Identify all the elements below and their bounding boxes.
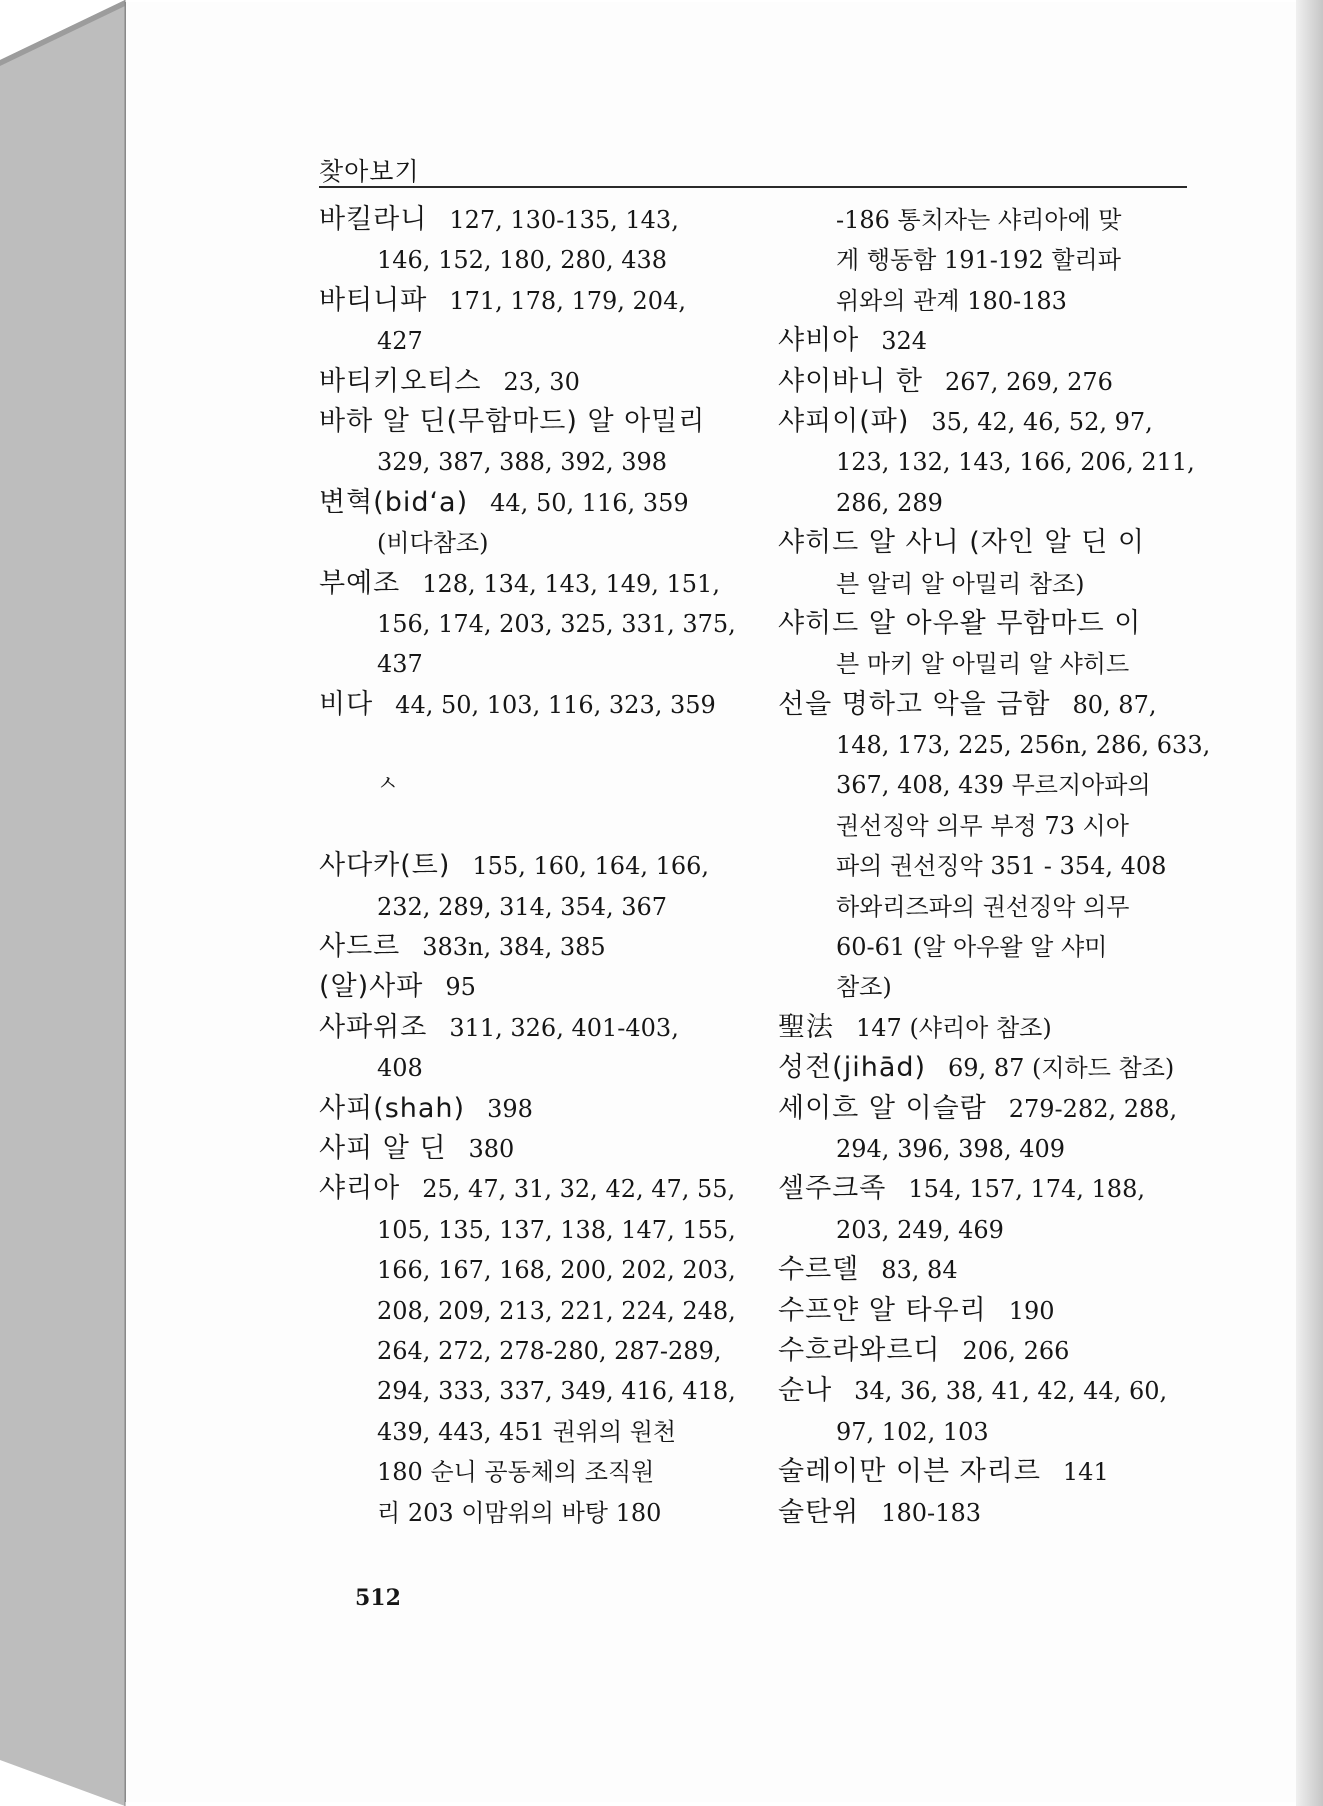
index-page-refs: 206, 266 bbox=[962, 1336, 1070, 1365]
index-column-right bbox=[778, 200, 1211, 1533]
index-continuation: 203, 249, 469 bbox=[836, 1215, 1004, 1244]
index-continuation: 참조) bbox=[836, 973, 892, 1002]
index-page-refs: 279-282, 288, bbox=[1008, 1094, 1178, 1123]
index-term: 부예조 bbox=[319, 567, 401, 599]
index-entry bbox=[778, 321, 1188, 361]
index-entry bbox=[778, 1291, 1188, 1331]
index-continuation: 븐 마키 알 아밀리 알 샤히드 bbox=[836, 650, 1130, 679]
index-continuation: 294, 333, 337, 349, 416, 418, bbox=[377, 1377, 736, 1406]
index-page-refs: 267, 269, 276 bbox=[945, 367, 1113, 396]
index-continuation: 파의 권선징악 351 - 354, 408 bbox=[836, 852, 1167, 881]
index-term: 수프얀 알 타우리 bbox=[778, 1294, 987, 1326]
index-term: 성전(jihād) bbox=[778, 1052, 927, 1084]
index-entry bbox=[778, 1250, 1188, 1290]
index-page-refs: 35, 42, 46, 52, 97, bbox=[931, 407, 1153, 436]
page-shadow bbox=[1296, 0, 1323, 1806]
index-entry bbox=[319, 1129, 729, 1169]
blank-line bbox=[319, 806, 729, 846]
index-term: 셀주크족 bbox=[778, 1173, 887, 1205]
index-column-left bbox=[319, 200, 736, 1533]
index-continuation: 180 순니 공동체의 조직원 bbox=[377, 1458, 655, 1487]
index-continuation: 위와의 관계 180-183 bbox=[836, 286, 1067, 315]
index-entry bbox=[778, 1169, 1188, 1209]
index-continuation: 437 bbox=[377, 650, 423, 679]
index-page-refs: 311, 326, 401-403, bbox=[449, 1013, 679, 1042]
index-entry bbox=[778, 1493, 1188, 1533]
index-term: 바킬라니 bbox=[319, 204, 428, 235]
index-entry bbox=[319, 685, 729, 725]
index-entry bbox=[319, 281, 729, 321]
index-term: 사드르 bbox=[319, 931, 401, 963]
index-page-refs: 398 bbox=[487, 1094, 533, 1123]
index-continuation: (비다참조) bbox=[377, 529, 489, 558]
index-entry bbox=[778, 1331, 1188, 1371]
index-term: 순나 bbox=[778, 1375, 833, 1407]
index-entry bbox=[319, 846, 729, 886]
index-page-refs: 154, 157, 174, 188, bbox=[908, 1175, 1145, 1204]
index-entry bbox=[778, 402, 1188, 442]
index-page-refs: 383n, 384, 385 bbox=[422, 933, 606, 962]
index-term: 샤히드 알 사니 (자인 알 딘 이 bbox=[778, 527, 1145, 559]
index-continuation: 하와리즈파의 권선징악 의무 bbox=[836, 892, 1130, 921]
section-letter: ㅅ bbox=[377, 772, 399, 798]
header-title: 찾아보기 bbox=[319, 157, 420, 186]
index-entry bbox=[778, 1048, 1188, 1088]
index-page-refs: 44, 50, 103, 116, 323, 359 bbox=[395, 690, 716, 719]
page-number: 512 bbox=[355, 1585, 401, 1611]
index-continuation: 439, 443, 451 권위의 원천 bbox=[377, 1417, 677, 1446]
index-term: 바티니파 bbox=[319, 284, 428, 316]
index-term: 술레이만 이븐 자리르 bbox=[778, 1456, 1041, 1488]
index-term: 샤이바니 한 bbox=[778, 365, 923, 397]
index-continuation: 264, 272, 278-280, 287-289, bbox=[377, 1336, 722, 1365]
index-continuation: 60-61 (알 아우왈 알 샤미 bbox=[836, 933, 1108, 962]
index-entry bbox=[319, 1089, 729, 1129]
index-page-refs: 147 (샤리아 참조) bbox=[856, 1013, 1052, 1042]
index-continuation: 329, 387, 388, 392, 398 bbox=[377, 448, 668, 477]
index-entry bbox=[319, 1169, 736, 1209]
index-term: 변혁(bid‘a) bbox=[319, 486, 469, 518]
index-term: 사피(shah) bbox=[319, 1092, 466, 1124]
index-page-refs: 324 bbox=[881, 327, 928, 356]
index-term: 세이흐 알 이슬람 bbox=[778, 1092, 987, 1124]
index-term: 聖法 bbox=[778, 1011, 834, 1043]
index-continuation: -186 통치자는 샤리아에 맞 bbox=[836, 206, 1122, 234]
index-continuation: 208, 209, 213, 221, 224, 248, bbox=[377, 1296, 736, 1325]
index-entry bbox=[319, 483, 729, 523]
index-page-refs: 127, 130-135, 143, bbox=[449, 206, 679, 234]
index-page-refs: 83, 84 bbox=[881, 1256, 958, 1285]
index-entry bbox=[319, 967, 729, 1007]
index-entry bbox=[319, 200, 729, 240]
index-continuation: 286, 289 bbox=[836, 488, 943, 517]
index-entry bbox=[319, 362, 729, 402]
index-term: 바하 알 딘(무함마드) 알 아밀리 bbox=[319, 405, 706, 437]
index-continuation: 408 bbox=[377, 1054, 423, 1083]
index-continuation: 367, 408, 439 무르지아파의 bbox=[836, 771, 1151, 800]
index-term: 바티키오티스 bbox=[319, 365, 482, 397]
index-entry bbox=[319, 564, 729, 604]
index-entry bbox=[778, 523, 1188, 563]
index-continuation: 232, 289, 314, 354, 367 bbox=[377, 892, 668, 921]
index-page-refs: 44, 50, 116, 359 bbox=[490, 488, 689, 517]
index-term: 샤비아 bbox=[778, 325, 860, 357]
index-entry bbox=[778, 1089, 1188, 1129]
index-continuation: 427 bbox=[377, 327, 423, 356]
index-term: 수흐라와르디 bbox=[778, 1334, 941, 1366]
index-continuation: 123, 132, 143, 166, 206, 211, bbox=[836, 448, 1195, 477]
index-term: 사피 알 딘 bbox=[319, 1132, 447, 1164]
index-term: 샤히드 알 아우왈 무함마드 이 bbox=[778, 607, 1142, 639]
index-page-refs: 141 bbox=[1062, 1458, 1109, 1487]
index-page-refs: 155, 160, 164, 166, bbox=[472, 852, 710, 881]
index-entry bbox=[319, 402, 729, 442]
index-continuation: 166, 167, 168, 200, 202, 203, bbox=[377, 1256, 736, 1285]
blank-line bbox=[319, 725, 729, 765]
index-term: 샤피이(파) bbox=[778, 405, 910, 437]
index-entry bbox=[778, 604, 1188, 644]
index-page-refs: 69, 87 (지하드 참조) bbox=[948, 1054, 1175, 1083]
index-entry bbox=[778, 1008, 1188, 1048]
index-term: 술탄위 bbox=[778, 1496, 860, 1528]
index-page-refs: 25, 47, 31, 32, 42, 47, 55, bbox=[422, 1175, 736, 1204]
index-term: 비다 bbox=[319, 688, 374, 720]
index-page-refs: 180-183 bbox=[881, 1498, 981, 1527]
index-term: (알)사파 bbox=[319, 971, 424, 1003]
index-term: 사다카(트) bbox=[319, 850, 451, 882]
index-term: 수르델 bbox=[778, 1254, 860, 1286]
index-term: 사파위조 bbox=[319, 1011, 428, 1043]
index-continuation: 156, 174, 203, 325, 331, 375, bbox=[377, 609, 736, 638]
running-header bbox=[319, 148, 1187, 188]
index-continuation: 105, 135, 137, 138, 147, 155, bbox=[377, 1215, 736, 1244]
index-entry bbox=[778, 362, 1188, 402]
index-term: 선을 명하고 악을 금함 bbox=[778, 688, 1051, 720]
index-continuation: 권선징악 의무 부정 73 시아 bbox=[836, 811, 1129, 840]
index-page-refs: 80, 87, bbox=[1072, 690, 1157, 719]
index-entry bbox=[319, 927, 729, 967]
index-page-refs: 23, 30 bbox=[503, 367, 580, 396]
index-page-refs: 190 bbox=[1008, 1296, 1055, 1325]
index-continuation: 146, 152, 180, 280, 438 bbox=[377, 246, 668, 275]
index-entry bbox=[778, 1452, 1188, 1492]
index-page-refs: 380 bbox=[468, 1134, 515, 1163]
index-continuation: 294, 396, 398, 409 bbox=[836, 1134, 1066, 1163]
index-continuation: 리 203 이맘위의 바탕 180 bbox=[377, 1498, 662, 1527]
index-page-refs: 95 bbox=[445, 973, 476, 1002]
index-page-refs: 34, 36, 38, 41, 42, 44, 60, bbox=[854, 1377, 1168, 1406]
index-term: 샤리아 bbox=[319, 1173, 401, 1205]
index-entry bbox=[778, 685, 1188, 725]
index-continuation: 븐 알리 알 아밀리 참조) bbox=[836, 569, 1085, 598]
index-entry bbox=[778, 1371, 1188, 1411]
index-page-refs: 128, 134, 143, 149, 151, bbox=[422, 569, 720, 598]
index-page-refs: 171, 178, 179, 204, bbox=[449, 286, 686, 315]
index-continuation: 게 행동함 191-192 할리파 bbox=[836, 246, 1121, 275]
index-entry bbox=[319, 1008, 729, 1048]
index-continuation: 148, 173, 225, 256n, 286, 633, bbox=[836, 731, 1211, 760]
index-continuation: 97, 102, 103 bbox=[836, 1417, 989, 1446]
